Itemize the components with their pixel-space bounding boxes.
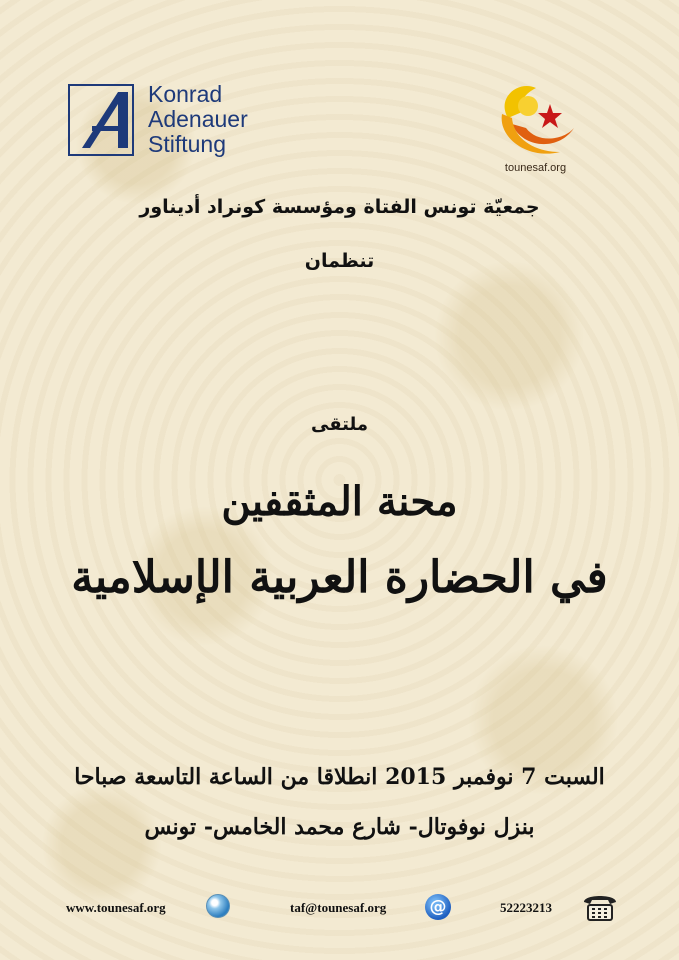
at-icon: @	[425, 894, 451, 920]
event-venue: بنزل نوفوتال- شارع محمد الخامس- تونس	[144, 814, 535, 840]
tounesaf-logo	[488, 78, 598, 180]
email-link[interactable]: taf@tounesaf.org	[290, 900, 387, 915]
event-title-line-1: محنة المثقفين	[221, 478, 458, 525]
tounesaf-emblem-icon	[488, 78, 588, 160]
event-title-line-2: في الحضارة العربية الإسلامية	[71, 552, 608, 603]
kas-line-1: Konrad	[148, 81, 223, 107]
kas-line-2: Adenauer	[148, 106, 248, 132]
event-date-time: السبت 7 نوفمبر 2015 انطلاقا من الساعة التاسعة صباحا	[74, 764, 605, 790]
organizers-line: جمعيّة تونس الفتاة ومؤسسة كونراد أديناور	[139, 196, 540, 218]
kas-wordmark	[148, 82, 248, 157]
organize-verb: تنظمان	[304, 250, 375, 272]
tounesaf-url-label: tounesaf.org	[504, 162, 567, 174]
website-link[interactable]: www.tounesaf.org	[66, 900, 166, 915]
phone-icon	[580, 892, 620, 922]
globe-icon	[206, 894, 230, 918]
konrad-adenauer-logo	[68, 81, 268, 159]
kas-line-3: Stiftung	[148, 131, 226, 157]
kas-mark-icon	[68, 84, 134, 156]
phone-number: 52223213	[500, 900, 552, 915]
event-type: ملتقى	[310, 414, 368, 435]
